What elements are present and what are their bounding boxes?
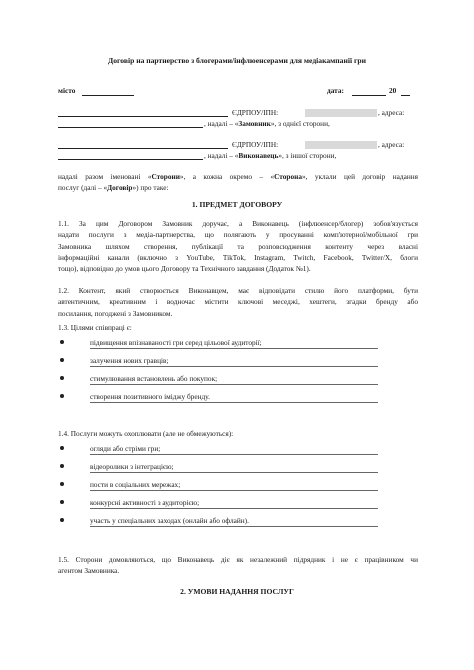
party1-role-line: , надалі – «Замовник», з однієї сторони, bbox=[204, 119, 330, 128]
bullet-icon bbox=[60, 376, 64, 380]
bullet-icon bbox=[60, 358, 64, 362]
section1-title: 1. ПРЕДМЕТ ДОГОВОРУ bbox=[191, 200, 283, 209]
date-blank[interactable] bbox=[352, 95, 386, 96]
party1-edrpou-field[interactable] bbox=[305, 109, 377, 117]
place-blank[interactable] bbox=[82, 95, 134, 96]
bullet-icon bbox=[60, 500, 64, 504]
party2-edrpou-label: ЄДРПОУ/ІПН: bbox=[232, 140, 279, 149]
party2-name-blank[interactable] bbox=[58, 148, 228, 149]
party1-name-blank[interactable] bbox=[58, 116, 228, 117]
party2-address-blank[interactable] bbox=[58, 159, 203, 160]
party2-role-line: , надалі – «Виконавець», з іншої сторони, bbox=[204, 151, 337, 160]
place-label: місто bbox=[58, 86, 76, 95]
party2-address-label: , адреса: bbox=[378, 140, 405, 149]
party1-role: Замовник bbox=[238, 119, 271, 128]
party2-edrpou-field[interactable] bbox=[305, 141, 377, 149]
paragraph-1-5: 1.5. Сторони домовляються, що Виконавець діє як незалежний підрядник і не є працівником чи агентом Замовника. bbox=[58, 555, 418, 576]
party1-address-blank[interactable] bbox=[58, 127, 203, 128]
bullet-icon bbox=[60, 446, 64, 450]
date-year: 20 bbox=[389, 86, 397, 95]
bullet-icon bbox=[60, 340, 64, 344]
paragraph-1-2: 1.2. Контент, який створюється Виконавцем, має відповідати стилю його платформи, бути автентичним, креативним і водночас містити ключові меседжі, хештеги, згадки бренду або посилання, погоджені з Замовником. bbox=[58, 286, 418, 318]
year-blank[interactable] bbox=[401, 95, 410, 96]
party1-address-label: , адреса: bbox=[378, 108, 405, 117]
document-page: Договір на партнерство з блогерами/інфлюенсерами для медіакампанії гри місто дата: 20 ЄДРПОУ/ІПН: , адреса: , надалі – «Замовник», з однієї сторони, ЄДРПОУ/ІПН: , адреса: , надалі – «Виконавець», з іншої сторони, надалі разом іменовані «Сторони», а кожна окремо – «Сторона», уклали цей договір надання послуг (далі – «Договір») про таке: 1. ПРЕДМЕТ ДОГОВОРУ 1.1. За цим Договором Замовник доручає, а Виконавець (інфлюенсер/блогер) зобов'язується надати послуги з медіа-партнерства, що полягають у просуванні комп'ютерної/мобільної гри Замовника шляхом створення, публікації та розповсюдження контенту через власні інформаційні канали (включно з YouTube, TikTok, Instagram, Twitch, Facebook, Twitter/X, блоги тощо), відповідно до умов цього Договору та Технічного завдання (Додаток №1). 1.2. Контент, який створюється Виконавцем, має відповідати стилю його платформи, бути автентичним, креативним і водночас містити ключові меседжі, хештеги, згадки бренду або посилання, погоджені з Замовником. 1.3. Цілями співпраці є: підвищення впізнаваності гри серед цільової аудиторії; залучення нових гравців; стимулювання встановлень або покупок; створення позитивного іміджу бренду. 1.4. Послуги можуть охоплювати (але не обмежуються): огляди або стріми гри; відеоролики з інтеграцією; пости в соціальних мережах; конкурсні активності з аудиторією; участь у спеціальних заходах (онлайн або офлайн). 1.5. Сторони домовляються, що Виконавець діє як незалежний підрядник і не є працівником чи агентом Замовника. 2. УМОВИ НАДАННЯ ПОСЛУГ bbox=[0, 0, 474, 670]
paragraph-1-1: 1.1. За цим Договором Замовник доручає, а Виконавець (інфлюенсер/блогер) зобов'язується надати послуги з медіа-партнерства, що полягають у просуванні комп'ютерної/мобільної гри Замовника шляхом створення, публікації та розповсюдження контенту через власні інформаційні канали (включно з YouTube, TikTok, Instagram, Twitch, Facebook, Twitter/X, блоги тощо), відповідно до умов цього Договору та Технічного завдання (Додаток №1). bbox=[58, 219, 418, 274]
document-title: Договір на партнерство з блогерами/інфлюенсерами для медіакампанії гри bbox=[107, 56, 367, 65]
paragraph-1-4-title: 1.4. Послуги можуть охоплювати (але не обмежуються): bbox=[58, 429, 234, 438]
bullet-icon bbox=[60, 482, 64, 486]
bullet-icon bbox=[60, 394, 64, 398]
section2-title: 2. УМОВИ НАДАННЯ ПОСЛУГ bbox=[180, 587, 294, 596]
preamble: надалі разом іменовані «Сторони», а кожна окремо – «Сторона», уклали цей договір надання послуг (далі – «Договір») про таке: bbox=[58, 172, 418, 193]
party1-edrpou-label: ЄДРПОУ/ІПН: bbox=[232, 108, 279, 117]
party2-role: Виконавець bbox=[238, 151, 279, 160]
bullet-icon bbox=[60, 518, 64, 522]
paragraph-1-3-title: 1.3. Цілями співпраці є: bbox=[58, 323, 132, 332]
bullet-icon bbox=[60, 464, 64, 468]
date-label: дата: bbox=[327, 86, 344, 95]
